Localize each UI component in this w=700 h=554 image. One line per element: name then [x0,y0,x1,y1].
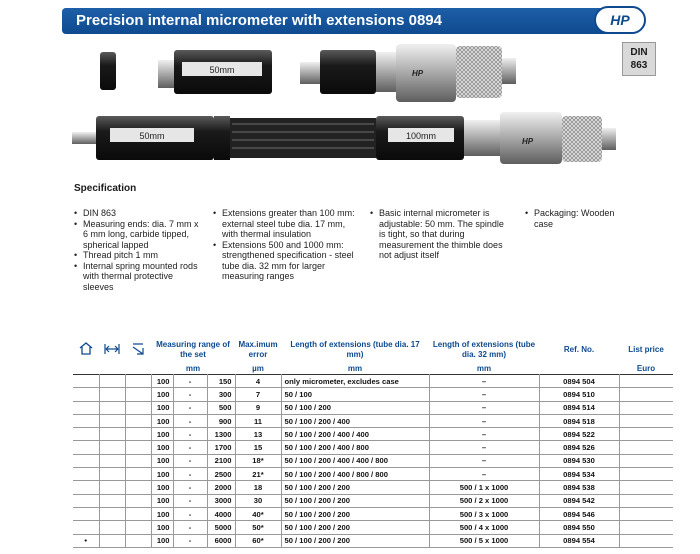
empty-cell [99,414,125,427]
ref-number: 0894 510 [539,388,619,401]
table-row [73,414,673,427]
measuring-end-left [72,132,98,144]
table-row [73,468,673,481]
din-badge [622,42,656,76]
max-error: 30 [235,494,281,507]
thread-nut [158,60,174,88]
list-price [619,481,673,494]
unit-ext17: mm [347,364,363,373]
empty-cell [125,401,151,414]
spec-item: • DIN 863 [74,208,204,219]
ref-number: 0894 522 [539,428,619,441]
availability-mark [73,481,99,494]
extensions-17mm: 50 / 100 / 200 / 200 [281,507,429,520]
extensions-17mm: 50 / 100 / 200 / 400 / 400 [281,428,429,441]
ref-number: 0894 534 [539,468,619,481]
extensions-17mm: 50 / 100 / 200 / 400 / 800 [281,441,429,454]
range-to: 1700 [207,441,235,454]
spec-column-4 [525,208,625,229]
empty-cell [99,494,125,507]
availability-mark [73,441,99,454]
list-price [619,401,673,414]
spec-column-3 [370,208,510,261]
spec-item: • Measuring ends: dia. 7 mm x 6 mm long, carbide tipped, spherical lapped [74,219,204,251]
extensions-17mm: 50 / 100 / 200 / 400 / 800 / 800 [281,468,429,481]
max-error: 40* [235,507,281,520]
table-row [73,454,673,467]
range-to: 2100 [207,454,235,467]
header-price: List price [628,345,664,354]
coupling [214,116,230,160]
range-from: 100 [151,454,173,467]
extensions-32mm: – [429,454,539,467]
list-price [619,441,673,454]
range-from: 100 [151,521,173,534]
list-price [619,428,673,441]
range-to: 4000 [207,507,235,520]
range-from: 100 [151,428,173,441]
product-table [73,336,673,548]
ref-number: 0894 530 [539,454,619,467]
extensions-32mm: – [429,468,539,481]
max-error: 60* [235,534,281,547]
spec-item: • Internal spring mounted rods with thermal protective sleeves [74,261,204,293]
range-separator: - [173,468,207,481]
empty-cell [99,388,125,401]
availability-mark [73,388,99,401]
range-separator: - [173,401,207,414]
max-error: 4 [235,375,281,388]
empty-cell [125,441,151,454]
product-image [60,36,620,176]
header-ext17: Length of extensions (tube dia. 17 mm) [290,340,420,359]
unit-error: µm [252,364,264,373]
availability-mark: • [73,534,99,547]
max-error: 50* [235,521,281,534]
range-from: 100 [151,481,173,494]
max-error: 9 [235,401,281,414]
range-separator: - [173,534,207,547]
availability-mark [73,375,99,388]
list-price [619,521,673,534]
range-to: 3000 [207,494,235,507]
extensions-17mm: 50 / 100 / 200 / 400 / 400 / 800 [281,454,429,467]
head-grip [320,50,376,94]
list-price [619,494,673,507]
range-from: 100 [151,401,173,414]
unit-range: mm [185,364,201,373]
extensions-17mm: 50 / 100 / 200 / 200 [281,494,429,507]
range-separator: - [173,481,207,494]
extensions-32mm: – [429,428,539,441]
max-error: 7 [235,388,281,401]
empty-cell [125,414,151,427]
spec-item: • Extensions 500 and 1000 mm: strengthened specification - steel tube dia. 32 mm for larger measuring ranges [213,240,361,282]
extensions-32mm: 500 / 1 x 1000 [429,481,539,494]
list-price [619,375,673,388]
empty-cell [99,468,125,481]
icon-header-cell [125,336,151,364]
empty-cell [125,481,151,494]
empty-cell [125,468,151,481]
table-row [73,401,673,414]
list-price [619,468,673,481]
header-ext32: Length of extensions (tube dia. 32 mm) [432,340,536,359]
ref-number: 0894 518 [539,414,619,427]
head-brand: HP [412,69,424,78]
sleeve [376,52,396,92]
lower-ratchet-knurl [562,116,602,162]
empty-cell [99,481,125,494]
range-separator: - [173,521,207,534]
table-row [73,534,673,547]
extensions-32mm: 500 / 2 x 1000 [429,494,539,507]
extensions-32mm: – [429,375,539,388]
availability-mark [73,521,99,534]
extensions-17mm: 50 / 100 / 200 [281,401,429,414]
range-separator: - [173,414,207,427]
ref-number: 0894 526 [539,441,619,454]
max-error: 11 [235,414,281,427]
spec-item: • Thread pitch 1 mm [74,250,204,261]
availability-mark [73,414,99,427]
spec-column-2 [213,208,361,282]
page-title: Precision internal micrometer with extensions 0894 [76,12,442,29]
header-range: Measuring range of the set [156,340,230,359]
empty-cell [125,375,151,388]
table-row [73,521,673,534]
extensions-32mm: – [429,401,539,414]
measure-inside-icon [104,343,120,355]
range-separator: - [173,375,207,388]
extensions-32mm: – [429,441,539,454]
empty-cell [125,388,151,401]
range-from: 100 [151,375,173,388]
ref-number: 0894 504 [539,375,619,388]
extensions-32mm: 500 / 5 x 1000 [429,534,539,547]
range-to: 2500 [207,468,235,481]
max-error: 13 [235,428,281,441]
ref-number: 0894 514 [539,401,619,414]
range-to: 500 [207,401,235,414]
range-to: 900 [207,414,235,427]
brand-logo: HP [594,6,646,34]
extension-label-text: 50mm [209,65,235,75]
range-separator: - [173,494,207,507]
empty-cell [99,534,125,547]
ref-number: 0894 542 [539,494,619,507]
extension-right-label: 100mm [405,131,437,141]
empty-cell [125,521,151,534]
range-from: 100 [151,507,173,520]
ratchet-knurl [456,46,502,98]
empty-cell [125,494,151,507]
spec-item: • Extensions greater than 100 mm: external steel tube dia. 17 mm, with thermal insulation [213,208,361,240]
extensions-32mm: 500 / 4 x 1000 [429,521,539,534]
extensions-17mm: 50 / 100 / 200 / 200 [281,521,429,534]
ref-number: 0894 550 [539,521,619,534]
spec-title: Specification [74,183,137,194]
range-to: 150 [207,375,235,388]
empty-cell [99,521,125,534]
list-price [619,507,673,520]
empty-cell [125,507,151,520]
empty-cell [99,428,125,441]
din-badge-line2: 863 [630,60,648,71]
availability-mark [73,401,99,414]
ratchet-end [502,58,516,84]
unit-ext32: mm [476,364,492,373]
extensions-32mm: – [429,388,539,401]
availability-mark [73,507,99,520]
table-row [73,441,673,454]
din-badge-line1: DIN [630,47,648,58]
table-row [73,494,673,507]
spec-item: • Basic internal micrometer is adjustable: 50 mm. The spindle is tight, so that during measurement the thimble does not adjust itself [370,208,510,261]
extensions-32mm: – [429,414,539,427]
thimble [396,44,456,102]
resolution-icon [131,342,145,355]
list-price [619,414,673,427]
extension-left-label: 50mm [139,131,165,141]
range-from: 100 [151,534,173,547]
lower-ratchet-end [602,128,616,150]
empty-cell [99,375,125,388]
range-separator: - [173,428,207,441]
icon-header-cell [99,336,125,364]
icon-header-cell [73,336,99,364]
header-error: Max.imum error [238,340,278,359]
extensions-17mm: 50 / 100 / 200 / 400 [281,414,429,427]
table-row [73,507,673,520]
range-separator: - [173,507,207,520]
table-row [73,428,673,441]
range-from: 100 [151,494,173,507]
spec-item: • Packaging: Wooden case [525,208,625,229]
availability-mark [73,468,99,481]
empty-cell [125,428,151,441]
availability-mark [73,428,99,441]
range-from: 100 [151,441,173,454]
empty-cell [99,454,125,467]
empty-cell [125,534,151,547]
spindle-tip [300,62,322,84]
extensions-17mm: only micrometer, excludes case [281,375,429,388]
list-price [619,534,673,547]
range-to: 1300 [207,428,235,441]
lower-sleeve [464,120,500,156]
empty-cell [99,507,125,520]
list-price [619,388,673,401]
availability-mark [73,454,99,467]
max-error: 18 [235,481,281,494]
lower-head-brand: HP [522,137,534,146]
max-error: 18* [235,454,281,467]
empty-cell [99,441,125,454]
extensions-17mm: 50 / 100 / 200 / 200 [281,481,429,494]
extensions-32mm: 500 / 3 x 1000 [429,507,539,520]
house-icon [79,342,93,355]
availability-mark [73,494,99,507]
empty-cell [125,454,151,467]
range-from: 100 [151,388,173,401]
end-cap [100,52,116,90]
table-row [73,481,673,494]
range-from: 100 [151,414,173,427]
range-from: 100 [151,468,173,481]
header-ref: Ref. No. [563,345,595,354]
range-to: 300 [207,388,235,401]
unit-price: Euro [636,364,656,373]
ref-number: 0894 538 [539,481,619,494]
max-error: 21* [235,468,281,481]
extensions-17mm: 50 / 100 [281,388,429,401]
list-price [619,454,673,467]
range-separator: - [173,454,207,467]
ref-number: 0894 554 [539,534,619,547]
range-to: 6000 [207,534,235,547]
ref-number: 0894 546 [539,507,619,520]
extensions-17mm: 50 / 100 / 200 / 200 [281,534,429,547]
spec-column-1 [74,208,204,292]
range-to: 2000 [207,481,235,494]
micrometer-illustration [60,36,620,176]
range-to: 5000 [207,521,235,534]
max-error: 15 [235,441,281,454]
range-separator: - [173,388,207,401]
range-separator: - [173,441,207,454]
table-row [73,375,673,388]
empty-cell [99,401,125,414]
table-row [73,388,673,401]
